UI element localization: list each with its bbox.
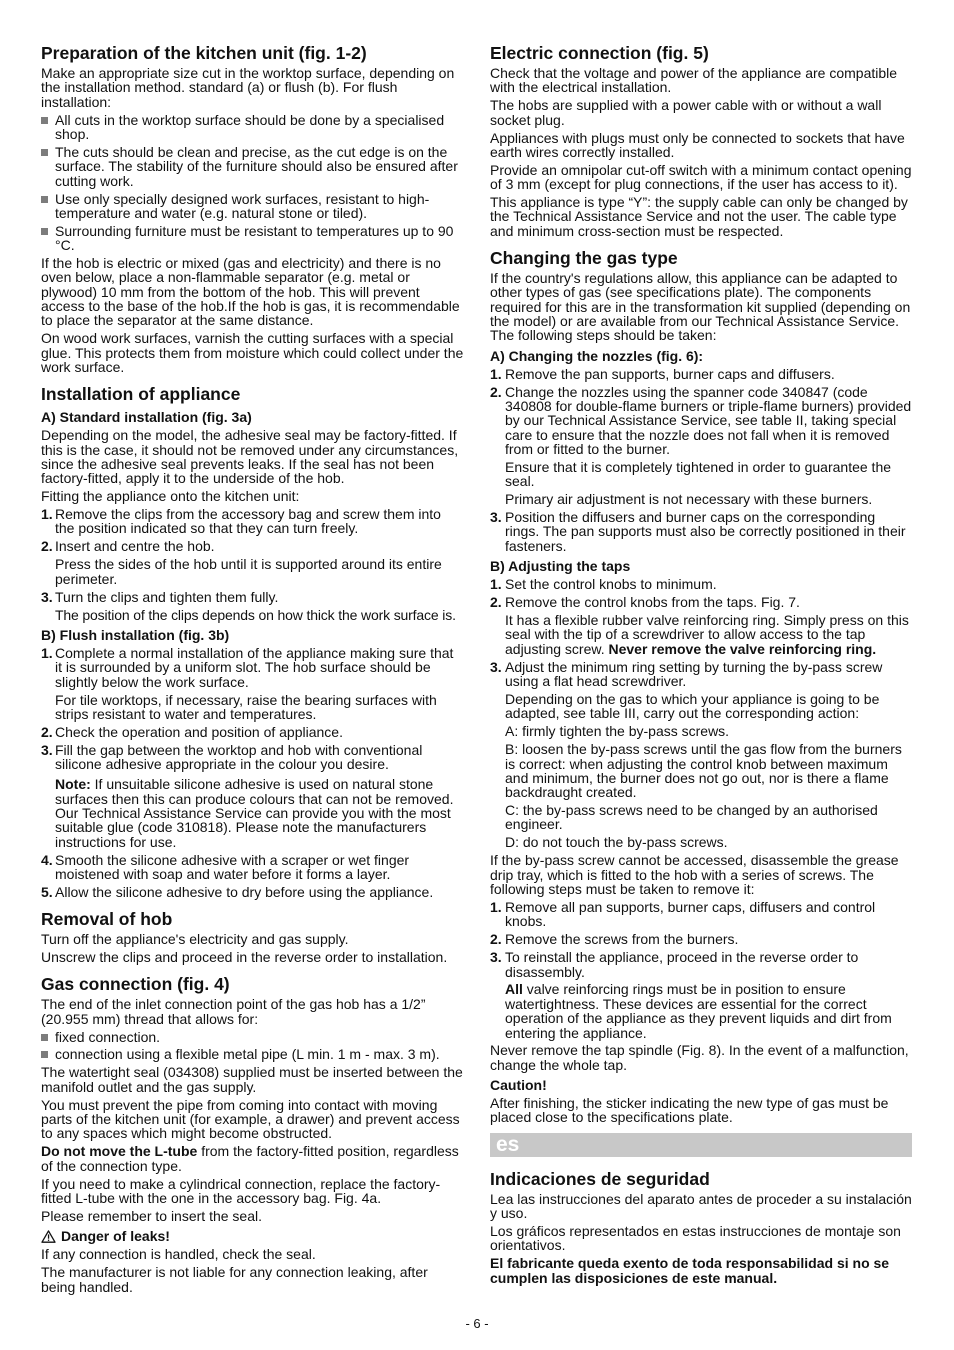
step-item xyxy=(41,743,464,849)
step-number: 3. xyxy=(490,509,502,526)
step-number: 1. xyxy=(490,576,502,593)
bullet-item: Surrounding furniture must be resistant to temperatures up to 90 °C. xyxy=(41,224,464,253)
removal-heading: Removal of hob xyxy=(41,909,173,930)
paragraph: Turn off the appliance's electricity and gas supply. xyxy=(41,931,349,948)
step-note xyxy=(55,777,464,849)
note-text: If unsuitable silicone adhesive is used on natural stone surfaces then this can produce colours that can not be removed. Our Technical Assistance Service can provide you with the most suitable glue (code 310818). Please note the manufacturers instructions for use. xyxy=(55,776,454,850)
step-number: 2. xyxy=(41,723,53,740)
step-item xyxy=(490,385,912,507)
bullet-item: All cuts in the worktop surface should be done by a specialised shop. xyxy=(41,113,464,142)
step-item xyxy=(41,590,464,622)
paragraph: This appliance is type “Y”: the supply cable can only be changed by the Technical Assistance Service and not the user. The cable type and minimum cross-section must be respected. xyxy=(490,194,908,239)
step-item xyxy=(490,660,912,850)
language-bar xyxy=(490,1133,912,1157)
note-label: Note: xyxy=(55,776,91,793)
page-number: - 6 - xyxy=(465,1316,489,1331)
paragraph: Appliances with plugs must only be connected to sockets that have earth wires correctly installed. xyxy=(490,129,905,160)
step-number: 5. xyxy=(41,884,53,901)
step-text: Adjust the minimum ring setting by turning the by-pass screw using a flat head screwdriver. xyxy=(505,658,883,690)
step-number: 1. xyxy=(490,898,502,915)
ltube-bold: Do not move the L-tube xyxy=(41,1143,198,1160)
disclaimer-bold: El fabricante queda exento de toda responsabilidad si no se cumplen las disposiciones de este manual. xyxy=(490,1255,890,1286)
step-note: A: firmly tighten the by-pass screws. xyxy=(505,723,730,740)
step-text: Insert and centre the hob. xyxy=(55,538,215,555)
step-number: 3. xyxy=(490,658,502,675)
paragraph: The hobs are supplied with a power cable with or without a wall socket plug. xyxy=(490,97,882,128)
step-number: 4. xyxy=(41,851,53,868)
step-number: 3. xyxy=(41,588,53,605)
step-text: Fill the gap between the worktop and hob with conventional silicone adhesive appropriate in the colour you desire. xyxy=(55,741,423,773)
paragraph: Check that the voltage and power of the appliance are compatible with the electrical installation. xyxy=(490,65,898,96)
step-note: D: do not touch the by-pass screws. xyxy=(505,834,728,851)
language-code: es xyxy=(496,1132,520,1156)
step-text: Set the control knobs to minimum. xyxy=(505,576,717,593)
flush-installation-heading: B) Flush installation (fig. 3b) xyxy=(41,626,230,643)
standard-installation-heading: A) Standard installation (fig. 3a) xyxy=(41,409,252,426)
step-item xyxy=(490,950,912,1040)
right-column xyxy=(490,43,912,1289)
step-text: Remove all pan supports, burner caps, diffusers and control knobs. xyxy=(505,898,876,930)
bullet-item: Use only specially designed work surfaces, resistant to high-temperature and water (e.g. natural stone or tiled). xyxy=(41,192,464,221)
step-number: 3. xyxy=(41,741,53,758)
prep-heading: Preparation of the kitchen unit (fig. 1-2) xyxy=(41,43,367,63)
step-item xyxy=(41,725,464,739)
nozzles-heading: A) Changing the nozzles (fig. 6): xyxy=(490,347,704,364)
step-text: Complete a normal installation of the appliance making sure that it is surrounded by a uniform slot. The hob surface should be slightly below the work surface. xyxy=(55,644,454,690)
paragraph: Los gráficos representados en estas instrucciones de montaje son orientativos. xyxy=(490,1223,901,1254)
gas-type-intro: If the country's regulations allow, this appliance can be adapted to other types of gas (see specifications plate). The components required for this are in the transformation kit supplied (depending on the model) or are available from our Technical Assistance Service. The following steps should be taken: xyxy=(490,269,911,344)
warning-heading xyxy=(41,1228,464,1244)
caution-paragraph: After finishing, the sticker indicating the new type of gas must be placed close to the specifications plate. xyxy=(490,1095,889,1126)
step-text: Turn the clips and tighten them fully. xyxy=(55,588,279,605)
step-note: The position of the clips depends on how thick the work surface is. xyxy=(55,606,456,623)
step-number: 2. xyxy=(490,931,502,948)
warning-icon xyxy=(41,1230,56,1243)
step-note: Depending on the gas to which your appliance is going to be adapted, see table III, carry out the corresponding action: xyxy=(505,690,880,722)
seal-paragraph: The watertight seal (034308) supplied must be inserted between the manifold outlet and the gas supply. xyxy=(41,1064,463,1095)
step-text: Remove the pan supports, burner caps and diffusers. xyxy=(505,365,835,382)
paragraph: Lea las instrucciones del aparato antes de proceder a su instalación y uso. xyxy=(490,1190,912,1222)
electric-heading: Electric connection (fig. 5) xyxy=(490,43,709,63)
step-note: Press the sides of the hob until it is supported around its entire perimeter. xyxy=(55,556,442,587)
step-number: 2. xyxy=(41,538,53,555)
bullet-item: fixed connection. xyxy=(41,1030,464,1044)
prep-intro: Make an appropriate size cut in the worktop surface, depending on the installation method. standard (a) or flush (b). For flush installation: xyxy=(41,65,455,110)
step-note xyxy=(505,613,912,656)
step-item xyxy=(41,539,464,586)
warning-heading-text: Danger of leaks! xyxy=(61,1228,170,1245)
note-bold: Never remove the valve reinforcing ring. xyxy=(608,640,877,657)
ltube-paragraph xyxy=(41,1144,464,1173)
paragraph: Provide an omnipolar cut-off switch with a minimum contact opening of 3 mm (except for plug connections, if the user has access to it). xyxy=(490,161,912,193)
step-note: Ensure that it is completely tightened in order to guarantee the seal. xyxy=(505,458,892,490)
note-text: valve reinforcing rings must be in position to ensure watertightness. These devices are essential for the correct operation of the appliance as they prevent liquids and dirt from entering the appliance. xyxy=(505,981,892,1041)
step-number: 3. xyxy=(490,949,502,966)
standard-intro: Depending on the model, the adhesive seal may be factory-fitted. If this is the case, it should not be removed under any circumstances, since the adhesive seal prevents leaks. If the seal has not been factory-fitted, apply it to the underside of the hob. xyxy=(41,427,459,487)
ltube-text: from the factory-fitted position, regardless of the connection type. xyxy=(41,1143,459,1174)
step-text: Change the nozzles using the spanner code 340847 (code 340808 for double-flame burners or triple-flame burners) provided by our Technical Assistance Service, see table II, taking special care to ensure that the nozzle does not fall when it is removed from or fitted to the burner. xyxy=(505,383,912,457)
step-item xyxy=(41,853,464,882)
step-number: 1. xyxy=(41,644,53,661)
gas-type-heading: Changing the gas type xyxy=(490,247,678,268)
step-note xyxy=(505,982,912,1039)
gas-intro: The end of the inlet connection point of the gas hob has a 1/2” (20.955 mm) thread that allows for: xyxy=(41,996,426,1027)
bullet-item: connection using a flexible metal pipe (L min. 1 m - max. 3 m). xyxy=(41,1047,464,1061)
separator-paragraph: If the hob is electric or mixed (gas and electricity) and there is no oven below, place a non-flammable separator (e.g. metal or plywood) 10 mm from the bottom of the hob. This will prevent access to the base of the hob.If the hob is gas, it is recommendable to place the separator at the same distance. xyxy=(41,255,460,329)
step-item xyxy=(490,595,912,656)
cylindrical-paragraph: If you need to make a cylindrical connection, replace the factory-fitted L-tube with the one in the accessory bag. Fig. 4a. xyxy=(41,1175,441,1206)
step-item xyxy=(490,900,912,929)
left-column xyxy=(41,43,464,1297)
wood-surface-paragraph: On wood work surfaces, varnish the cutting surfaces with a special glue. This protects them from moisture which could collect under the work surface. xyxy=(41,330,464,376)
paragraph: Please remember to insert the seal. xyxy=(41,1207,262,1224)
step-text: Check the operation and position of appliance. xyxy=(55,723,343,740)
gas-connection-heading: Gas connection (fig. 4) xyxy=(41,974,230,995)
paragraph: The manufacturer is not liable for any connection leaking, after being handled. xyxy=(41,1264,428,1295)
drip-tray-paragraph: If the by-pass screw cannot be accessed, disassemble the grease drip tray, which is fitted to the hob with a series of screws. The following steps must be taken to remove it: xyxy=(490,852,899,898)
taps-heading: B) Adjusting the taps xyxy=(490,558,631,575)
step-text: Remove the control knobs from the taps. Fig. 7. xyxy=(505,594,800,611)
step-text: Remove the screws from the burners. xyxy=(505,931,739,948)
note-bold: All xyxy=(505,981,523,998)
step-note: For tile worktops, if necessary, raise the bearing surfaces with strips resistant to water and temperatures. xyxy=(55,691,437,722)
step-note: B: loosen the by-pass screws until the gas flow from the burners is correct: when adjusting the control knob between maximum and minimum, the burner does not go out, nor is there a flame backdraught created. xyxy=(505,741,902,801)
step-note: C: the by-pass screws need to be changed by an authorised engineer. xyxy=(505,802,878,833)
step-text: Position the diffusers and burner caps on the corresponding rings. The pan supports must also be correctly positioned in their fasteners. xyxy=(505,509,906,554)
paragraph: If any connection is handled, check the seal. xyxy=(41,1246,316,1263)
safety-heading: Indicaciones de seguridad xyxy=(490,1168,710,1189)
step-item xyxy=(41,507,464,536)
installation-heading: Installation of appliance xyxy=(41,384,241,405)
step-note: Primary air adjustment is not necessary with these burners. xyxy=(505,491,873,508)
spindle-paragraph: Never remove the tap spindle (Fig. 8). In the event of a malfunction, change the whole tap. xyxy=(490,1042,909,1073)
step-item xyxy=(490,577,912,591)
step-item xyxy=(41,646,464,721)
note-text: It has a flexible rubber valve reinforcing ring. Simply press on this seal with the tip of a screwdriver to allow access to the tap adjusting screw. xyxy=(505,612,909,657)
caution-heading: Caution! xyxy=(490,1077,547,1094)
step-number: 1. xyxy=(490,365,502,382)
step-item xyxy=(490,932,912,946)
step-item xyxy=(490,510,912,553)
step-item xyxy=(41,885,464,899)
fitting-intro: Fitting the appliance onto the kitchen unit: xyxy=(41,488,300,505)
bullet-item: The cuts should be clean and precise, as the cut edge is on the surface. The stability of the furniture should also be ensured after cutting work. xyxy=(41,145,464,188)
pipe-paragraph: You must prevent the pipe from coming into contact with moving parts of the kitchen unit (for example, a drawer) and prevent access to any spaces which might become obstructed. xyxy=(41,1096,460,1142)
step-number: 2. xyxy=(490,383,502,400)
disclaimer-paragraph xyxy=(490,1256,912,1285)
paragraph: Unscrew the clips and proceed in the reverse order to installation. xyxy=(41,949,448,966)
step-text: Remove the clips from the accessory bag and screw them into the position indicated so that they can turn freely. xyxy=(55,506,441,537)
step-number: 1. xyxy=(41,506,53,523)
step-text: To reinstall the appliance, proceed in the reverse order to disassembly. xyxy=(505,949,859,980)
step-number: 2. xyxy=(490,594,502,611)
step-text: Smooth the silicone adhesive with a scraper or wet finger moistened with soap and water before it forms a layer. xyxy=(55,851,410,883)
step-item xyxy=(490,367,912,381)
step-text: Allow the silicone adhesive to dry before using the appliance. xyxy=(55,884,434,901)
